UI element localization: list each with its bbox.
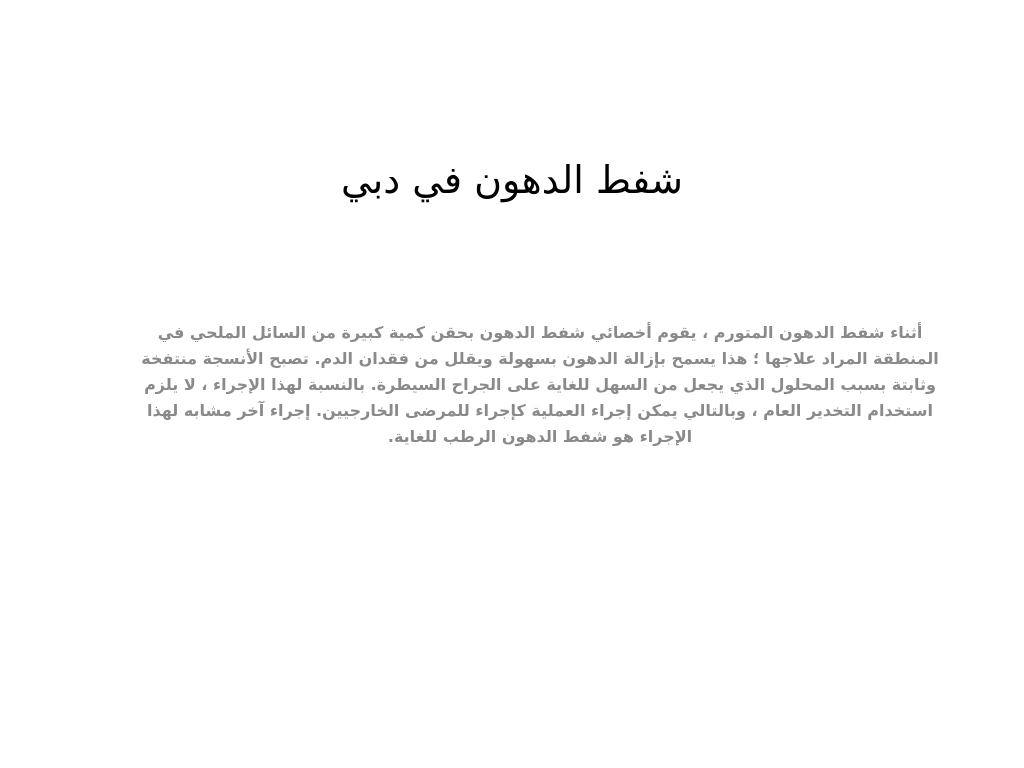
- slide-body-text: أثناء شفط الدهون المتورم ، يقوم أخصائي شفط الدهون بحقن كمية كبيرة من السائل الملحي في المنطقة المراد علاجها ؛ هذا يسمح بإزالة الدهون بسهولة ويقلل من فقدان الدم. تصبح الأنسجة منتفخة وثابتة بسبب المحلول الذي يجعل من السهل للغاية على الجراح السيطرة. بالنسبة لهذا الإجراء ، لا يلزم استخدام التخدير العام ، وبالتالي يمكن إجراء العملية كإجراء للمرضى الخارجيين. إجراء آخر مشابه لهذا الإجراء هو شفط الدهون الرطب للغاية.: [141, 323, 939, 446]
- slide-title: شفط الدهون في دبي: [340, 158, 684, 202]
